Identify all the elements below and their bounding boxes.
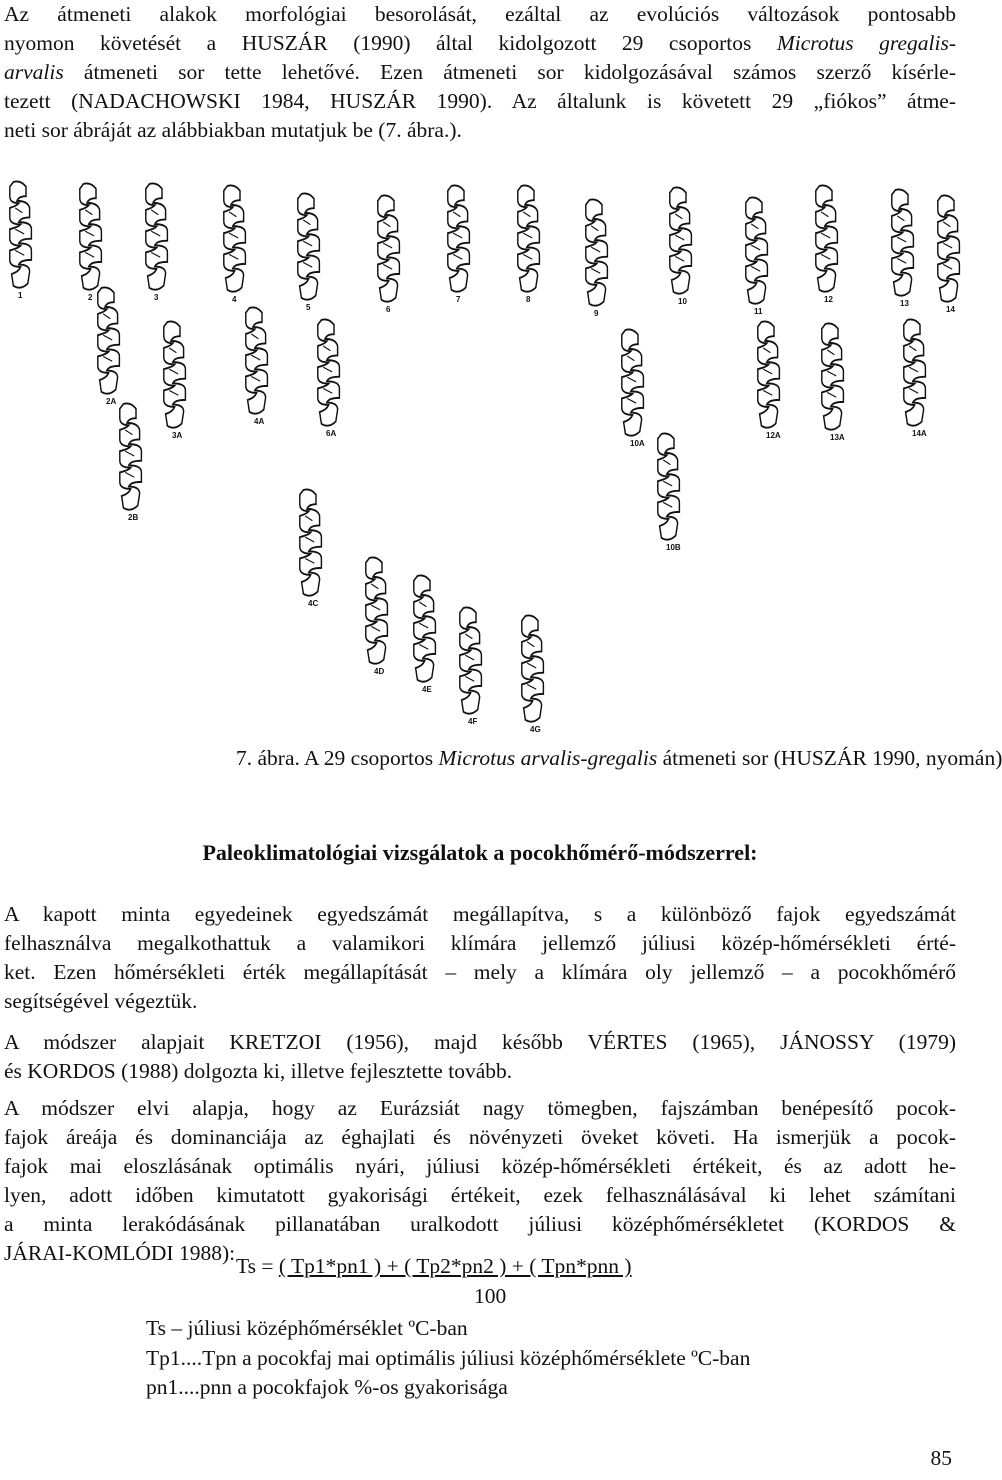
- molar-label-8: 8: [526, 295, 531, 304]
- molar-label-4g: 4G: [530, 725, 541, 734]
- species-name: arvalis: [4, 60, 64, 84]
- intro-line: neti sor ábráját az alábbiakban mutatjuk be (7. ábra.).: [4, 118, 462, 142]
- definition-tp: Tp1....Tpn a pocokfaj mai optimális júliusi középhőmérséklete ºC-ban: [146, 1345, 751, 1370]
- molar-label-10b: 10B: [666, 543, 681, 552]
- molar-label-6a: 6A: [326, 429, 337, 438]
- molar-label-9: 9: [594, 309, 599, 318]
- molar-drawing-14a: [904, 319, 926, 425]
- molar-drawing-10b: [658, 433, 680, 539]
- formula-definitions: [146, 1314, 750, 1403]
- molar-label-13a: 13A: [830, 433, 845, 442]
- formula: [236, 1254, 632, 1279]
- intro-line: [4, 58, 956, 87]
- molar-label-3: 3: [154, 293, 159, 302]
- species-name: Microtus gregalis-: [776, 31, 957, 55]
- molar-label-11: 11: [754, 307, 763, 316]
- molar-drawing-2: [80, 183, 102, 289]
- molar-label-4a: 4A: [254, 417, 265, 426]
- p3-line: A módszer alapjait KRETZOI (1956), majd később VÉRTES (1965), JÁNOSSY (1979): [4, 1030, 956, 1054]
- molar-label-10a: 10A: [630, 439, 645, 448]
- formula-lhs: Ts =: [236, 1254, 279, 1278]
- molar-drawing-12: [816, 185, 838, 291]
- molar-label-2: 2: [88, 293, 93, 302]
- p2-line: A kapott minta egyedeinek egyedszámát megállapítva, s a különböző fajok egyedszámát: [4, 902, 956, 926]
- molar-drawing-4d: [366, 557, 388, 663]
- intro-line: Az átmeneti alakok morfológiai besorolását, ezáltal az evolúciós változások pontosabb: [4, 2, 956, 26]
- molar-drawing-3a: [164, 321, 186, 427]
- molar-label-3a: 3A: [172, 431, 183, 440]
- definition-ts: Ts – júliusi középhőmérséklet ºC-ban: [146, 1316, 468, 1340]
- molar-label-14: 14: [946, 305, 955, 314]
- molar-drawing-6: [378, 195, 400, 301]
- definition-pn: pn1....pnn a pocokfajok %-os gyakorisága: [146, 1375, 508, 1399]
- molar-label-2a: 2A: [106, 397, 117, 406]
- p2-line: felhasználva megalkothattuk a valamikori klímára jellemző júliusi közép-hőmérsékleti érté-: [4, 931, 956, 955]
- intro-text: nyomon követését a HUSZÁR (1990) által kidolgozott 29 csoportos: [4, 31, 777, 55]
- intro-text: átmeneti sor tette lehetővé. Ezen átmeneti sor kidolgozásával számos szerző kísérle-: [63, 60, 956, 84]
- molar-drawing-4g: [522, 615, 544, 721]
- molar-label-2b: 2B: [128, 513, 139, 522]
- molar-drawing-12a: [758, 321, 780, 427]
- molar-label-14a: 14A: [912, 429, 927, 438]
- molar-drawing-4f: [460, 607, 482, 713]
- molar-drawing-2b: [120, 403, 142, 509]
- figure-caption: [236, 746, 1002, 771]
- molar-label-13: 13: [900, 299, 909, 308]
- molar-label-1: 1: [18, 291, 23, 300]
- p4-line: a minta lerakódásának pillanatában uralkodott júliusi középhőmérsékletet (KORDOS &: [4, 1212, 956, 1236]
- p2-line: ket. Ezen hőmérsékleti érték megállapítását – mely a klímára oly jellemző – a pocokhőmérő: [4, 960, 956, 984]
- molar-label-6: 6: [386, 305, 391, 314]
- molar-label-4: 4: [232, 295, 237, 304]
- molar-labels: [18, 291, 955, 734]
- molar-drawing-7: [448, 185, 470, 291]
- molar-drawing-6a: [318, 319, 340, 425]
- molar-morphotype-figure: [0, 172, 960, 732]
- intro-line: tezett (NADACHOWSKI 1984, HUSZÁR 1990). Az általunk is követett 29 „fiókos” átme-: [4, 89, 956, 113]
- molar-drawing-11: [746, 197, 768, 303]
- molar-drawing-13: [892, 189, 914, 295]
- molar-drawing-10: [670, 187, 692, 293]
- molar-drawing-4c: [300, 489, 322, 595]
- molar-label-12: 12: [824, 295, 833, 304]
- paragraph-2: [4, 900, 956, 1016]
- molar-drawing-3: [146, 183, 168, 289]
- molar-label-12a: 12A: [766, 431, 781, 440]
- molar-drawing-1: [10, 181, 32, 287]
- molar-drawing-13a: [822, 323, 844, 429]
- molar-drawing-2a: [98, 287, 120, 393]
- molar-drawing-8: [518, 185, 540, 291]
- caption-species: Microtus arvalis-gregalis: [438, 746, 658, 770]
- molar-drawing-10a: [622, 329, 644, 435]
- molar-drawing-4: [224, 185, 246, 291]
- intro-paragraph: [4, 0, 956, 145]
- paragraph-4: [4, 1094, 956, 1268]
- molar-label-4c: 4C: [308, 599, 319, 608]
- molar-label-4d: 4D: [374, 667, 385, 676]
- molar-label-7: 7: [456, 295, 461, 304]
- formula-denominator: 100: [474, 1284, 507, 1308]
- p3-line: és KORDOS (1988) dolgozta ki, illetve fejlesztette tovább.: [4, 1059, 513, 1083]
- p4-line: fajok áreája és dominanciája az éghajlati és növényzeti öveket követi. Ha ismerjük a pocok-: [4, 1125, 956, 1149]
- p2-line: segítségével végeztük.: [4, 989, 198, 1013]
- p4-line: lyen, adott időben kimutatott gyakorisági értékeit, ezek felhasználásával ki lehet számítani: [4, 1183, 956, 1207]
- molar-drawing-5: [298, 193, 320, 299]
- molar-drawing-4a: [246, 307, 268, 413]
- p4-line: fajok mai eloszlásának optimális nyári, júliusi közép-hőmérsékleti értékeit, és az adott he-: [4, 1154, 956, 1178]
- intro-line: [4, 29, 956, 58]
- molar-drawing-14: [938, 195, 960, 301]
- molar-label-4f: 4F: [468, 717, 478, 726]
- p4-line: A módszer elvi alapja, hogy az Eurázsiát nagy tömegben, fajszámban benépesítő pocok-: [4, 1096, 956, 1120]
- p4-line: JÁRAI-KOMLÓDI 1988):: [4, 1241, 236, 1265]
- molar-drawing-9: [586, 199, 608, 305]
- caption-suffix: átmeneti sor (HUSZÁR 1990, nyomán): [657, 746, 1002, 770]
- molar-label-4e: 4E: [422, 685, 432, 694]
- formula-numerator: ( Tp1*pn1 ) + ( Tp2*pn2 ) + ( Tpn*pnn ): [278, 1254, 632, 1278]
- section-heading: Paleoklimatológiai vizsgálatok a pocokhőmérő-módszerrel:: [202, 840, 758, 865]
- page-number: 85: [930, 1446, 952, 1470]
- molar-label-5: 5: [306, 303, 311, 312]
- paragraph-3: [4, 1028, 956, 1086]
- molar-drawing-4e: [414, 575, 436, 681]
- molar-label-10: 10: [678, 297, 687, 306]
- molar-drawings: [10, 181, 960, 721]
- caption-prefix: 7. ábra. A 29 csoportos: [236, 746, 439, 770]
